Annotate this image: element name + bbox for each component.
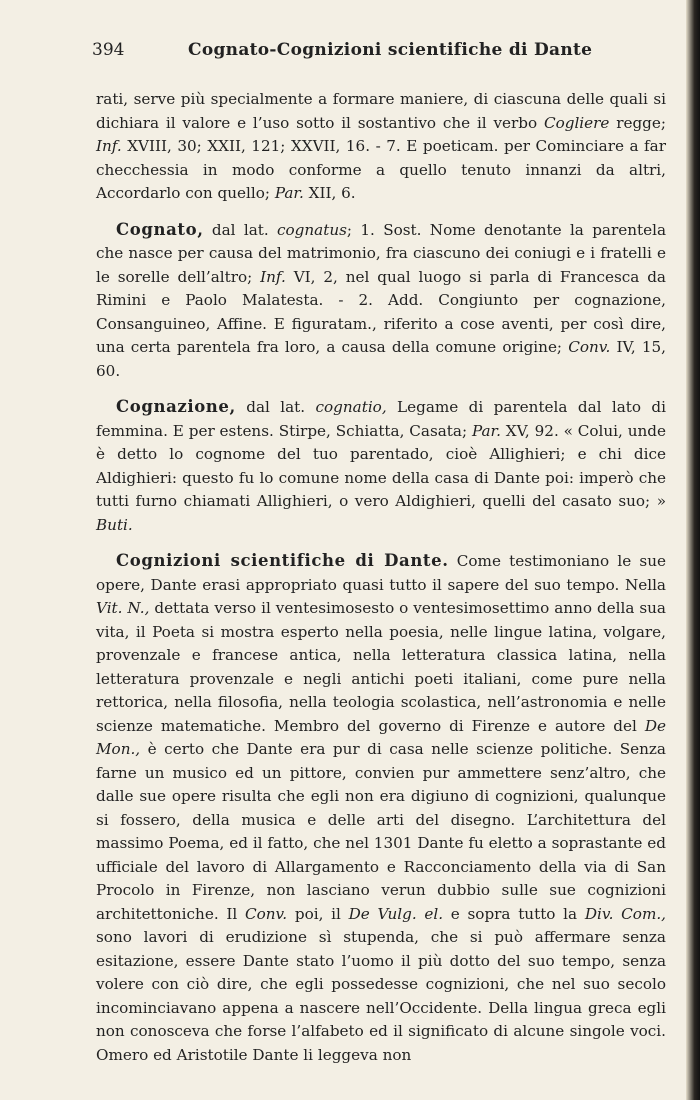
entry-cognato (96, 218, 666, 384)
entry-cognizioni-scientifiche (96, 549, 666, 1067)
entry-cognazione (96, 395, 666, 537)
entry-body: dal lat. cognatio, Legame di parentela dal lato di femmina. E per estens. Stirpe, Schiatta, Casata; Par. XV, 92. « Colui, unde è detto lo cognome del tuo parentado, cioè Allighieri; e chi dice Aldighieri: questo fu lo comune nome della casa di Dante poi: imperò che tutti furno chiamati Allighieri, o vero Aldighieri, quelli del casato suo; » Buti. (96, 398, 666, 534)
entry-body: rati, serve più specialmente a formare maniere, di ciascuna delle quali si dichiara il valore e l’uso sotto il sostantivo che il verbo Cogliere regge; Inf. XVIII, 30; XXII, 121; XXVII, 16. - 7. E poeticam. per Cominciare a far checchessia in modo conforme a quello tenuto innanzi da altri, Accordarlo con quello; Par. XII, 6. (96, 90, 667, 202)
entry-body: Come testimoniano le sue opere, Dante erasi appropriato quasi tutto il sapere del suo tempo. Nella Vit. N., dettata verso il ventesimosesto o ventesimosettimo anno della sua vita, il Poeta si mostra esperto nella poesia, nelle lingue latina, volgare, provenzale e francese antica, nella letteratura classica latina, nella letteratura provenzale e negli antichi poeti italiani, come pure nella rettorica, nella filosofia, nella teologia scolastica, nell’astronomia e nelle scienze matematiche. Membro del governo di Firenze e autore del De Mon., è certo che Dante era pur di casa nelle scienze politiche. Senza farne un musico ed un pittore, convien pur ammettere senz’altro, che dalle sue opere risulta che egli non era digiuno di cognizioni, qualunque si fossero, della musica e delle arti del disegno. L’architettura del massimo Poema, ed il fatto, che nel 1301 Dante fu eletto a soprastante ed ufficiale del lavoro di Allargamento e Racconciamento della via di San Procolo in Firenze, non lasciano verun dubbio sulle sue cognizioni architettoniche. Il Conv. poi, il De Vulg. el. e sopra tutto la Div. Com., sono lavori di erudizione sì stupenda, che si può affermare senza esitazione, essere Dante stato l’uomo il più dotto del suo tempo, senza volere con ciò dire, che egli possedesse cognizioni, che nel suo secolo incominciavano appena a nascere nell’Occidente. Della lingua greca egli non conosceva che forse l’alfabeto ed il significato di alcune singole voci. Omero ed Aristotile Dante li leggeva non (96, 552, 666, 1064)
entry-continuation (96, 88, 666, 206)
headword: Cognizioni scientifiche di Dante. (116, 551, 449, 570)
page-number: 394 (92, 40, 125, 60)
page-edge-shadow (686, 0, 700, 1100)
headword: Cognazione, (116, 397, 236, 416)
entry-body: dal lat. cognatus; 1. Sost. Nome denotante la parentela che nasce per causa del matrimonio, fra ciascuno dei coniugi e i fratelli e le sorelle dell’altro; Inf. VI, 2, nel qual luogo si parla di Francesca da Rimini e Paolo Malatesta. - 2. Add. Congiunto per cognazione, Consanguineo, Affine. E figuratam., riferito a cose aventi, per così dire, una certa parentela fra loro, a causa della comune origine; Conv. IV, 15, 60. (96, 220, 666, 380)
dictionary-text (96, 88, 666, 1079)
running-title: Cognato-Cognizioni scientifiche di Dante (188, 40, 593, 60)
headword: Cognato, (116, 219, 204, 239)
